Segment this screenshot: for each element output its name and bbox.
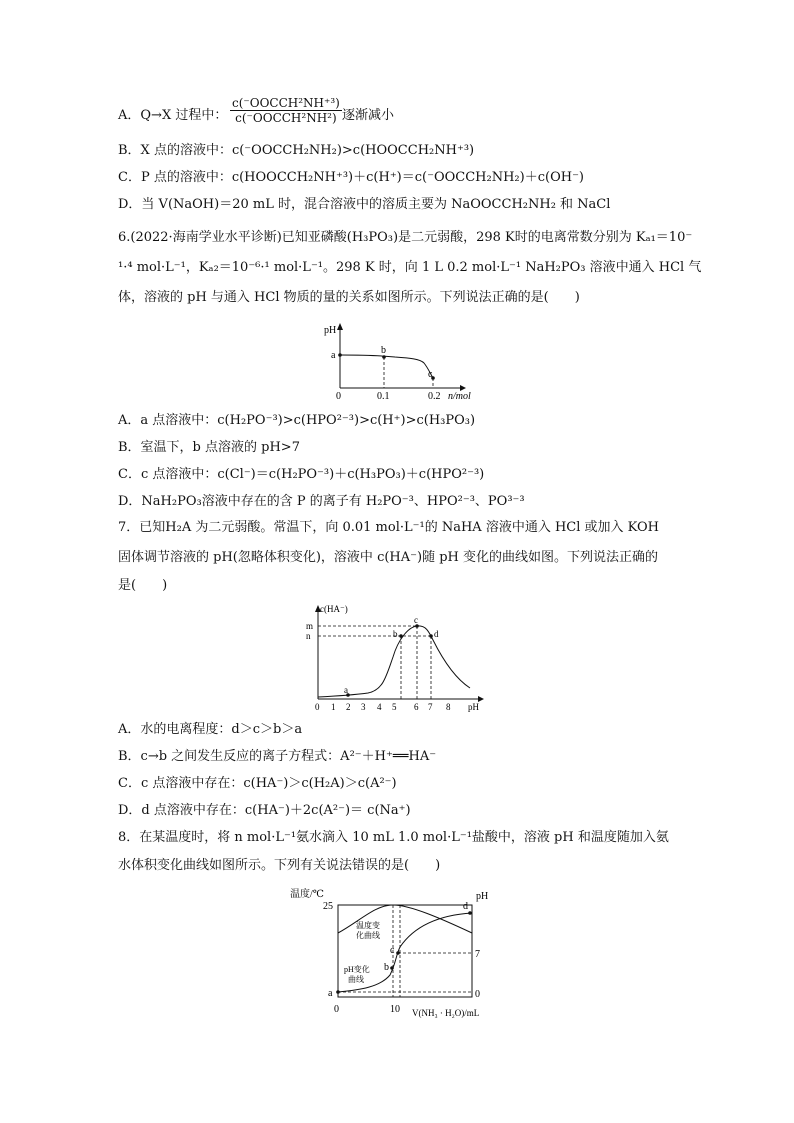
q6-ph-curve [340, 355, 433, 378]
q6-stem-line-1: 6.(2022·海南学业水平诊断)已知亚磷酸(H₃PO₃)是二元弱酸，298 K时的电离常数分别为 Kₐ₁＝10⁻ [118, 230, 693, 245]
fraction-numerator: c(⁻OOCCH²NH⁺³) [232, 96, 340, 110]
q6-stem-line-2: ¹·⁴ mol·L⁻¹，Kₐ₂＝10⁻⁶·¹ mol·L⁻¹。298 K 时，向 1 L 0.2 mol·L⁻¹ NaH₂PO₃ 溶液中通入 HCl 气 [118, 260, 702, 275]
q5-option-c: C．P 点的溶液中：c(HOOCCH₂NH⁺³)＋c(H⁺)＝c(⁻OOCCH₂NH₂)＋c(OH⁻) [118, 170, 585, 185]
q5-option-a-suffix: 逐渐减小 [342, 108, 395, 123]
q6-option-a: A．a 点溶液中：c(H₂PO⁻³)>c(HPO²⁻³)>c(H⁺)>c(H₃PO₃) [118, 413, 476, 428]
q8-point-c [396, 951, 400, 955]
q7-label-b: b [393, 629, 398, 639]
q6-x-tick-1: 0.1 [377, 391, 390, 400]
q7-tick-0: 0 [315, 702, 320, 712]
q7-label-d: d [434, 629, 439, 639]
q6-option-c: C．c 点溶液中：c(Cl⁻)＝c(H₂PO⁻³)＋c(H₃PO₃)＋c(HPO²⁻³) [118, 467, 485, 482]
q8-label-a: a [328, 988, 333, 999]
q7-tick-5: 5 [392, 702, 397, 712]
q7-figure [298, 602, 498, 712]
q8-x-10: 10 [390, 1004, 400, 1015]
q8-ph-7: 7 [475, 949, 480, 960]
q7-tick-6: 6 [414, 702, 419, 712]
q8-ph-0: 0 [475, 989, 480, 1000]
q8-origin: 0 [334, 1004, 339, 1015]
q8-temp-curve-label-1: 温度变 [356, 921, 380, 930]
q7-tick-2: 2 [346, 702, 351, 712]
q7-option-a: A．水的电离程度：d＞c＞b＞a [118, 722, 303, 737]
q7-tick-3: 3 [361, 702, 366, 712]
q7-stem-line-3: 是( ) [118, 578, 168, 593]
q6-point-a [338, 353, 342, 357]
q7-xlabel: pH [468, 702, 479, 712]
q6-figure [320, 318, 480, 400]
q8-ylabel-left: 温度/℃ [290, 889, 324, 900]
q7-tick-7: 7 [428, 702, 433, 712]
q7-option-c: C．c 点溶液中存在：c(HA⁻)＞c(H₂A)＞c(A²⁻) [118, 776, 397, 791]
q6-x-tick-2: 0.2 [428, 391, 441, 400]
q8-temp-curve-label-2: 化曲线 [356, 931, 380, 940]
q6-option-d: D．NaH₂PO₃溶液中存在的含 P 的离子有 H₂PO⁻³、HPO²⁻³、PO³⁻³ [118, 494, 525, 509]
q8-point-d [468, 911, 472, 915]
q7-tick-4: 4 [377, 702, 382, 712]
q7-label-n: n [306, 631, 311, 641]
q5-option-a-fraction [230, 96, 342, 125]
q8-point-b [390, 966, 394, 970]
q5-option-b: B．X 点的溶液中：c(⁻OOCCH₂NH₂)>c(HOOCCH₂NH⁺³) [118, 143, 475, 158]
q7-ylabel: c(HA⁻) [320, 604, 348, 614]
q8-ph-curve-label-2: 曲线 [348, 975, 364, 984]
q7-stem-line-2: 固体调节溶液的 pH(忽略体积变化)，溶液中 c(HA⁻)随 pH 变化的曲线如图。下列说法正确的 [118, 550, 659, 565]
q6-label-a: a [331, 350, 336, 361]
q8-temp-25: 25 [323, 901, 333, 912]
q7-tick-1: 1 [331, 702, 336, 712]
q8-stem-line-2: 水体积变化曲线如图所示。下列有关说法错误的是( ) [118, 858, 441, 873]
q8-xlabel: V(NH₃ · H₂O)/mL [412, 1008, 480, 1018]
fraction-denominator: c(⁻OOCCH²NH²) [235, 111, 337, 125]
q7-label-a: a [344, 685, 348, 695]
q8-label-c: c [390, 945, 395, 956]
q6-label-c: c [428, 369, 433, 380]
q8-ph-curve-label-1: pH变化 [344, 965, 370, 974]
q7-tick-8: 8 [446, 702, 451, 712]
q7-option-d: D．d 点溶液中存在：c(HA⁻)＋2c(A²⁻)＝ c(Na⁺) [118, 803, 411, 818]
q8-ylabel-right: pH [476, 891, 489, 902]
q8-point-a [336, 990, 340, 994]
q7-label-m: m [306, 621, 314, 631]
q7-option-b: B．c→b 之间发生反应的离子方程式：A²⁻＋H⁺══HA⁻ [118, 749, 437, 764]
q8-figure [290, 883, 520, 1023]
q5-option-d: D．当 V(NaOH)＝20 mL 时，混合溶液中的溶质主要为 NaOOCCH₂NH₂ 和 NaCl [118, 197, 611, 212]
q6-label-b: b [381, 345, 386, 356]
q6-origin-label: 0 [336, 391, 341, 400]
q8-label-d: d [463, 901, 468, 912]
q6-ylabel: pH [324, 325, 337, 336]
q6-option-b: B．室温下，b 点溶液的 pH>7 [118, 440, 300, 455]
q7-stem-line-1: 7．已知H₂A 为二元弱酸。常温下，向 0.01 mol·L⁻¹的 NaHA 溶液中通入 HCl 或加入 KOH [118, 520, 660, 535]
q7-label-c: c [414, 615, 418, 625]
q5-option-a-prefix: A．Q→X 过程中： [118, 108, 228, 123]
q8-stem-line-1: 8．在某温度时，将 n mol·L⁻¹氨水滴入 10 mL 1.0 mol·L⁻¹盐酸中，溶液 pH 和温度随加入氨 [118, 830, 669, 845]
q6-stem-line-3: 体，溶液的 pH 与通入 HCl 物质的量的关系如图所示。下列说法正确的是( ) [118, 290, 580, 305]
q7-point-d [429, 634, 433, 638]
q8-label-b: b [384, 962, 389, 973]
q6-xlabel: n/mol [448, 391, 471, 400]
q7-point-b [399, 634, 403, 638]
